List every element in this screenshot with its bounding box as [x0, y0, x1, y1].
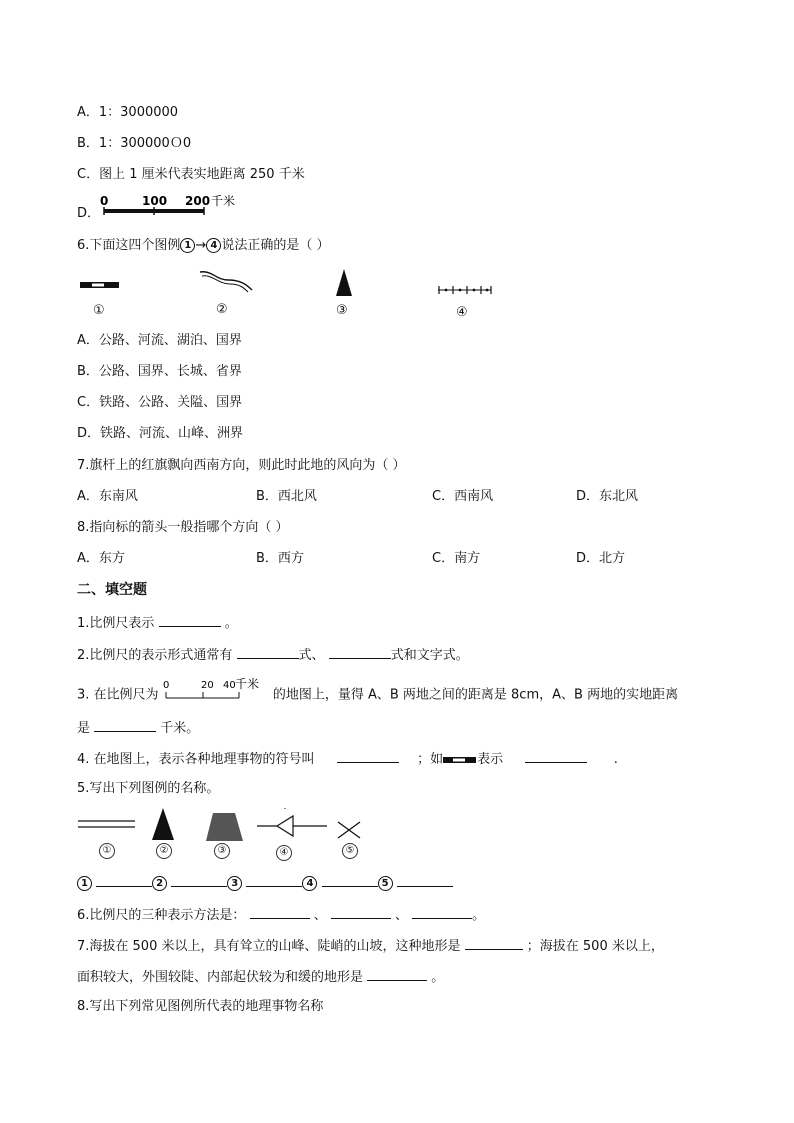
fill-q7-text-b: ；海拔在 500 米以上，: [526, 939, 664, 954]
fill-q3-line1: [77, 678, 679, 705]
q6-symbol-label: ③: [336, 303, 348, 318]
answer-blank[interactable]: [465, 936, 523, 950]
q6-symbol-label: ②: [216, 302, 228, 317]
q5-option-b: B．1：300000Ｏ0: [77, 136, 192, 151]
fill-q2: [77, 645, 469, 665]
section-title: 二、填空题: [77, 582, 147, 598]
fill-q2-text: 2.比例尺的表示形式通常有: [77, 648, 233, 663]
q8-option-d: D．北方: [576, 551, 626, 566]
fill-q6-end: 。: [472, 908, 486, 923]
q8-option-c: C．南方: [432, 551, 481, 566]
fill-q7-end: 。: [431, 970, 445, 985]
peak-symbol-icon: [150, 806, 176, 842]
answer-blank[interactable]: [329, 645, 391, 659]
answer-blank[interactable]: [171, 873, 227, 887]
q5-option-c: C．图上 1 厘米代表实地距离 250 千米: [77, 167, 305, 182]
fill-q4: [77, 749, 618, 769]
answer-number: 3: [227, 876, 242, 891]
fill-q3-line2: [77, 718, 199, 738]
fill-q3-text-c: 是: [77, 721, 91, 736]
q6-stem: [77, 237, 329, 255]
fill-q3-text-d: 千米。: [160, 721, 200, 736]
fill-q3-text-b: 的地图上，量得 A、B 两地之间的距离是 8cm，A、B 两地的实地距离: [272, 687, 679, 703]
railway-symbol-icon: [80, 279, 120, 293]
fill-q1-end: 。: [224, 616, 238, 631]
q6-option-d: D．铁路、河流、山峰、洲界: [77, 426, 244, 441]
answer-blank[interactable]: [246, 873, 302, 887]
answer-blank[interactable]: [94, 718, 156, 732]
fill-q1: [77, 613, 238, 633]
fill-q2-end: 式和文字式。: [390, 648, 469, 663]
q7-option-a: A．东南风: [77, 489, 138, 504]
fill-q4-text-c: 表示: [477, 752, 504, 767]
answer-number: 4: [302, 876, 317, 891]
fill-q6-text: 6.比例尺的三种表示方法是：: [77, 908, 246, 923]
q6-arrow: →: [195, 238, 207, 253]
scale-tick-label: 100: [142, 194, 168, 208]
answer-blank[interactable]: [237, 645, 299, 659]
fill-q8-stem: 8.写出下列常见图例所代表的地理事物名称: [77, 999, 324, 1014]
fill-q4-text: 4. 在地图上，表示各种地理事物的符号叫: [77, 752, 315, 767]
q6-symbol-label: ①: [93, 303, 105, 318]
answer-blank[interactable]: [159, 613, 221, 627]
q6-symbol-label: ④: [456, 305, 468, 320]
answer-blank[interactable]: [397, 873, 453, 887]
answer-number: 5: [378, 876, 393, 891]
q7-stem: 7.旗杆上的红旗飘向西南方向，则此时此地的风向为（ ）: [77, 458, 406, 473]
cross-symbol-icon: [336, 820, 364, 840]
answer-blank[interactable]: [337, 749, 399, 763]
fill-q4-text-b: ；如: [417, 752, 444, 767]
q6-option-a: A．公路、河流、湖泊、国界: [77, 333, 242, 348]
q8-option-b: B．西方: [256, 551, 304, 566]
q6-range-start: 1: [180, 238, 195, 253]
q6-range-end: 4: [206, 238, 221, 253]
scale-tick-label: 0: [100, 194, 109, 208]
q5-symbol-label: ④: [276, 845, 292, 861]
q6-stem-b: 说法正确的是（ ）: [221, 238, 330, 253]
q5-option-a: A．1：3000000: [77, 105, 179, 120]
q8-option-a: A．东方: [77, 551, 125, 566]
answer-number: 2: [152, 876, 167, 891]
answer-number: 1: [77, 876, 92, 891]
answer-blank[interactable]: [250, 905, 310, 919]
q5-symbol-label: ③: [214, 843, 230, 859]
boundary-symbol-icon: [437, 284, 493, 296]
answer-blank[interactable]: [322, 873, 378, 887]
answer-blank[interactable]: [525, 749, 587, 763]
scale-tick-label: 40: [222, 680, 236, 691]
fill-q5-stem: 5.写出下列图例的名称。: [77, 781, 220, 796]
q5-scale-bar-figure: [96, 193, 246, 219]
fill-q7-line2: [77, 967, 444, 987]
fill-q2-mid: 式、: [298, 648, 325, 663]
scale-unit-label: 千米: [234, 678, 259, 691]
pass-symbol-icon: [257, 806, 329, 842]
double-line-symbol-icon: [77, 817, 137, 833]
fill-q5-answers: [77, 873, 453, 893]
scale-tick-label: 0: [162, 680, 170, 691]
peak-symbol-icon: [333, 268, 355, 298]
trapezoid-symbol-icon: [205, 812, 245, 842]
fill-q3-text: 3. 在比例尺为: [77, 687, 159, 703]
q6-option-c: C．铁路、公路、关隘、国界: [77, 395, 243, 410]
scale-unit-label: 千米: [211, 194, 236, 208]
fill-q1-text: 1.比例尺表示: [77, 616, 155, 631]
fill-q7-text: 7.海拔在 500 米以上，具有耸立的山峰、陡峭的山坡，这种地形是: [77, 939, 461, 954]
q3-scale-bar-figure: [163, 678, 269, 704]
river-symbol-icon: [198, 268, 256, 296]
q5-symbol-label: ①: [99, 843, 115, 859]
q7-option-d: D．东北风: [576, 489, 639, 504]
answer-blank[interactable]: [412, 905, 472, 919]
q6-stem-a: 6.下面这四个图例: [77, 238, 181, 253]
q7-option-c: C．西南风: [432, 489, 494, 504]
q6-option-b: B．公路、国界、长城、省界: [77, 364, 242, 379]
fill-q6-sep: 、: [313, 908, 327, 923]
railway-symbol-icon: [443, 755, 477, 765]
scale-tick-label: 20: [200, 680, 214, 691]
fill-q6-sep: 、: [394, 908, 408, 923]
fill-q7-line1: [77, 936, 664, 956]
fill-q7-text-c: 面积较大，外围较陡、内部起伏较为和缓的地形是: [77, 970, 364, 985]
q8-stem: 8.指向标的箭头一般指哪个方向（ ）: [77, 520, 289, 535]
q5-symbol-label: ②: [156, 843, 172, 859]
answer-blank[interactable]: [367, 967, 427, 981]
q5-symbol-label: ⑤: [342, 843, 358, 859]
q7-option-b: B．西北风: [256, 489, 317, 504]
answer-blank[interactable]: [331, 905, 391, 919]
fill-q4-end: .: [613, 752, 618, 767]
answer-blank[interactable]: [96, 873, 152, 887]
fill-q6: [77, 905, 485, 925]
scale-tick-label: 200: [185, 194, 211, 208]
q5-option-d-label: D．: [77, 206, 101, 221]
